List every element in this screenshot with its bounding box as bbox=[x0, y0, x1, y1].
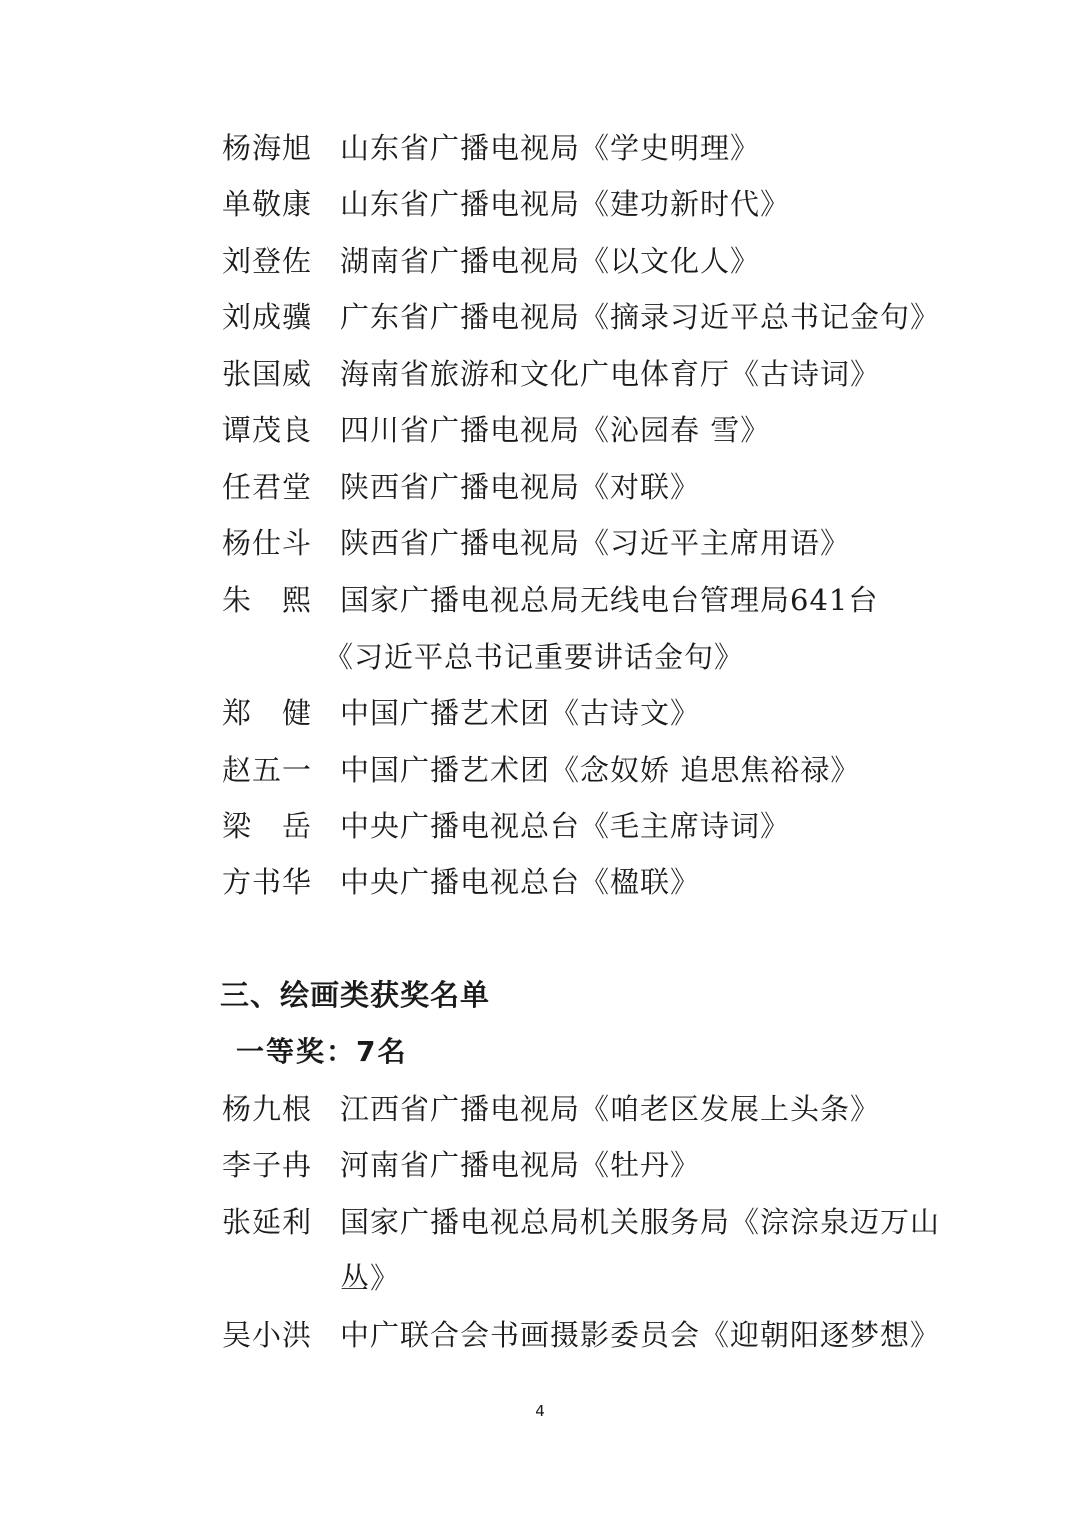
winner-work: 中广联合会书画摄影委员会《迎朝阳逐梦想》 bbox=[340, 1318, 941, 1352]
list-item bbox=[0, 1143, 1080, 1187]
winner-name: 刘成骥 bbox=[222, 300, 313, 334]
winner-work: 陕西省广播电视局《习近平主席用语》 bbox=[340, 526, 851, 560]
page-number: 4 bbox=[535, 1402, 545, 1420]
winner-work: 陕西省广播电视局《对联》 bbox=[340, 470, 701, 504]
winner-name: 任君堂 bbox=[222, 470, 313, 504]
list-item bbox=[0, 1087, 1080, 1131]
winner-work-continuation: 丛》 bbox=[340, 1261, 401, 1295]
winner-work: 广东省广播电视局《摘录习近平总书记金句》 bbox=[340, 300, 941, 334]
list-item bbox=[0, 352, 1080, 396]
list-item bbox=[0, 1200, 1080, 1244]
winner-name: 杨海旭 bbox=[222, 131, 313, 165]
winner-work: 湖南省广播电视局《以文化人》 bbox=[340, 244, 761, 278]
winner-name-char: 岳 bbox=[282, 809, 312, 843]
list-item bbox=[0, 860, 1080, 904]
section-heading: 三、绘画类获奖名单 bbox=[220, 978, 491, 1012]
winner-name-char: 健 bbox=[282, 696, 312, 730]
list-item bbox=[0, 1313, 1080, 1357]
winner-name: 单敬康 bbox=[222, 187, 313, 221]
winner-work: 海南省旅游和文化广电体育厅《古诗词》 bbox=[340, 357, 881, 391]
winner-work: 中央广播电视总台《楹联》 bbox=[340, 865, 701, 899]
winner-name: 李子冉 bbox=[222, 1148, 313, 1182]
winner-name-char: 熙 bbox=[282, 583, 312, 617]
winner-name: 赵五一 bbox=[222, 753, 313, 787]
winner-name: 刘登佐 bbox=[222, 244, 313, 278]
winner-name bbox=[222, 804, 322, 848]
winner-name: 方书华 bbox=[222, 865, 313, 899]
winner-name: 张延利 bbox=[222, 1205, 313, 1239]
winner-work: 四川省广播电视局《沁园春 雪》 bbox=[340, 413, 771, 447]
winner-name bbox=[222, 578, 322, 622]
list-item bbox=[0, 804, 1080, 848]
list-item bbox=[0, 295, 1080, 339]
winner-work: 国家广播电视总局无线电台管理局641台 bbox=[340, 583, 879, 617]
winner-name: 杨九根 bbox=[222, 1092, 313, 1126]
list-item bbox=[0, 578, 1080, 622]
list-item bbox=[0, 182, 1080, 226]
winner-name bbox=[222, 691, 322, 735]
list-item-continuation bbox=[0, 635, 1080, 679]
winner-name: 张国威 bbox=[222, 357, 313, 391]
winner-name: 谭茂良 bbox=[222, 413, 313, 447]
winner-work: 中国广播艺术团《念奴娇 追思焦裕禄》 bbox=[340, 753, 861, 787]
winner-work: 山东省广播电视局《建功新时代》 bbox=[340, 187, 791, 221]
winner-work: 国家广播电视总局机关服务局《淙淙泉迈万山 bbox=[340, 1205, 941, 1239]
list-item bbox=[0, 126, 1080, 170]
winner-name: 吴小洪 bbox=[222, 1318, 313, 1352]
winner-work: 山东省广播电视局《学史明理》 bbox=[340, 131, 761, 165]
winner-work: 中国广播艺术团《古诗文》 bbox=[340, 696, 701, 730]
list-item bbox=[0, 521, 1080, 565]
list-item bbox=[0, 748, 1080, 792]
award-level-heading: 一等奖：7名 bbox=[236, 1035, 408, 1068]
winner-name: 杨仕斗 bbox=[222, 526, 313, 560]
winner-name-char: 朱 bbox=[222, 583, 252, 617]
list-item-continuation bbox=[0, 1256, 1080, 1300]
list-item bbox=[0, 465, 1080, 509]
winner-work: 江西省广播电视局《咱老区发展上头条》 bbox=[340, 1092, 881, 1126]
winner-name-char: 梁 bbox=[222, 809, 252, 843]
winner-name-char: 郑 bbox=[222, 696, 252, 730]
winner-work: 河南省广播电视局《牡丹》 bbox=[340, 1148, 701, 1182]
winner-work-continuation: 《习近平总书记重要讲话金句》 bbox=[324, 640, 745, 674]
list-item bbox=[0, 691, 1080, 735]
list-item bbox=[0, 239, 1080, 283]
winner-work: 中央广播电视总台《毛主席诗词》 bbox=[340, 809, 791, 843]
list-item bbox=[0, 408, 1080, 452]
